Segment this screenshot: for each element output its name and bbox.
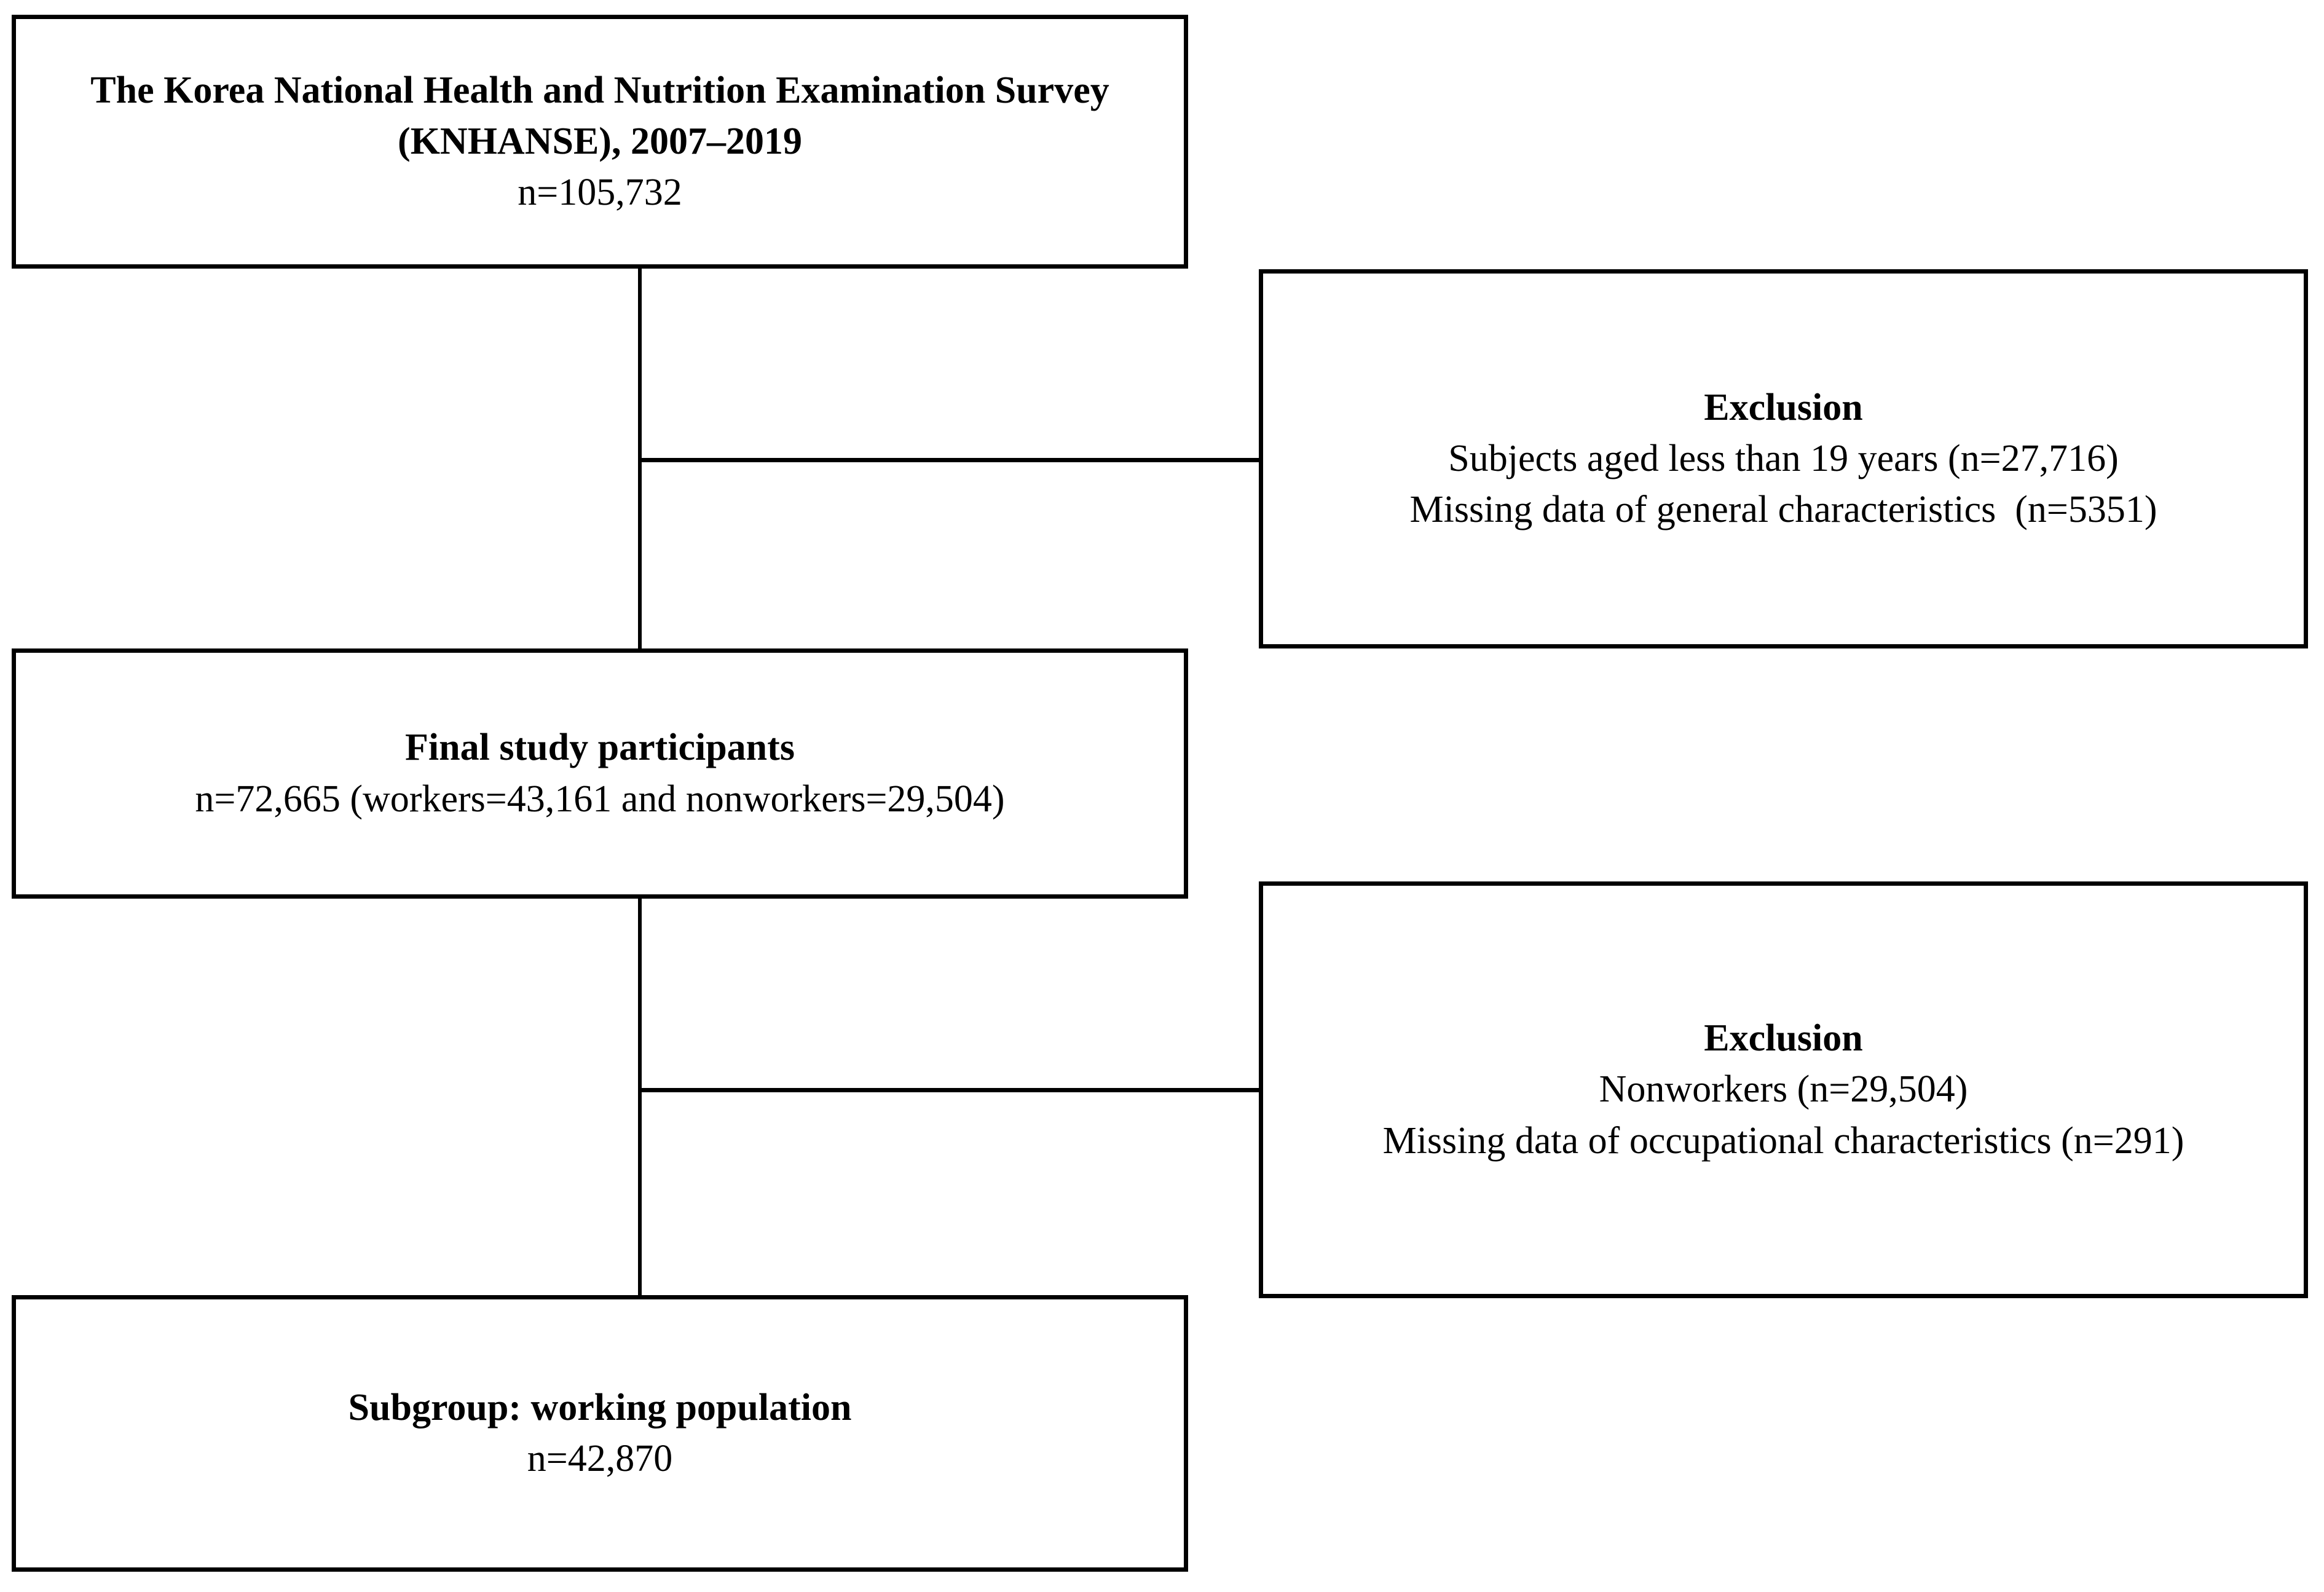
box-exclusion-1 bbox=[1259, 269, 2308, 648]
box-subgroup-working bbox=[12, 1295, 1188, 1572]
exclusion-1-criterion-age: Subjects aged less than 19 years (n=27,716) bbox=[1448, 437, 2119, 479]
final-participants-title: Final study participants bbox=[405, 727, 795, 769]
box-knhanes-source bbox=[12, 15, 1188, 269]
knhanes-title-line-1: The Korea National Health and Nutrition Examination Survey bbox=[90, 69, 1109, 111]
subgroup-title: Subgroup: working population bbox=[348, 1386, 852, 1428]
subgroup-sample-size: n=42,870 bbox=[527, 1438, 673, 1480]
exclusion-2-title: Exclusion bbox=[1704, 1017, 1863, 1060]
final-participants-sample-size: n=72,665 (workers=43,161 and nonworkers=29,504) bbox=[195, 778, 1005, 820]
box-exclusion-2 bbox=[1259, 881, 2308, 1298]
connector-vertical-final-to-subgroup bbox=[638, 899, 642, 1295]
knhanes-title-line-2: (KNHANSE), 2007–2019 bbox=[398, 120, 802, 162]
connector-branch-to-exclusion-2 bbox=[638, 1088, 1259, 1092]
connector-branch-to-exclusion-1 bbox=[638, 458, 1259, 462]
exclusion-2-criterion-missing-occupational: Missing data of occupational characteristics (n=291) bbox=[1382, 1119, 2184, 1162]
box-final-participants bbox=[12, 648, 1188, 899]
exclusion-2-criterion-nonworkers: Nonworkers (n=29,504) bbox=[1599, 1068, 1968, 1111]
exclusion-1-criterion-missing-general: Missing data of general characteristics (n=5351) bbox=[1409, 489, 2157, 531]
knhanes-sample-size: n=105,732 bbox=[518, 171, 682, 214]
exclusion-1-title: Exclusion bbox=[1704, 386, 1863, 428]
